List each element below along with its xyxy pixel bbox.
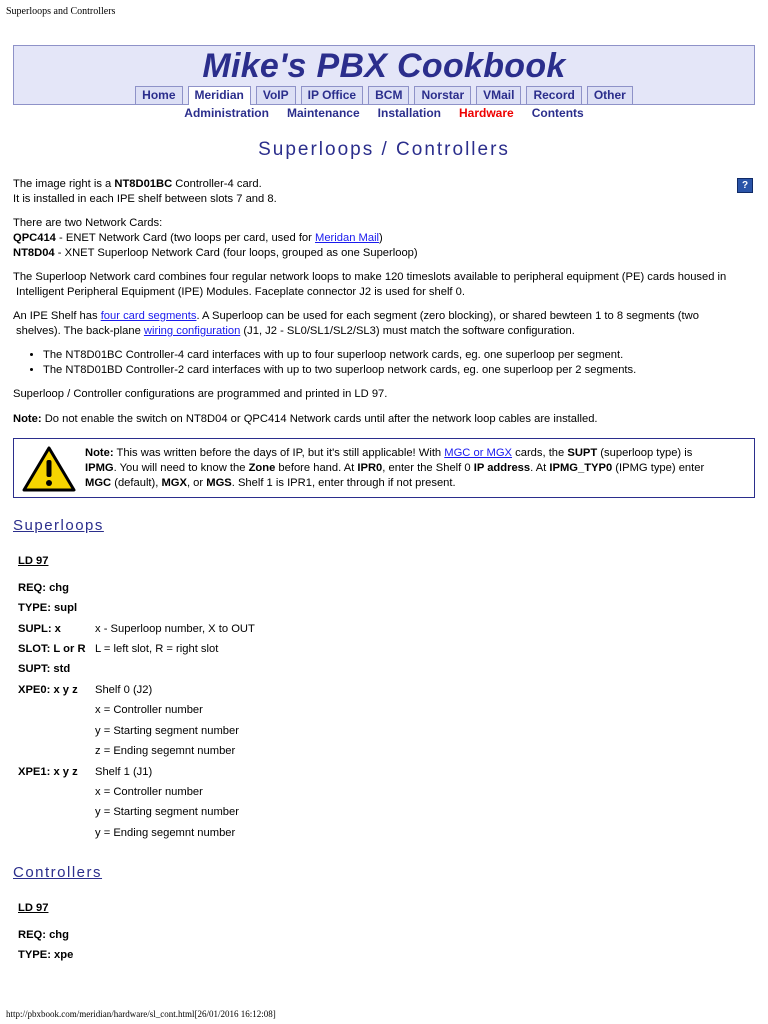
row-key: SLOT: L or R (18, 643, 86, 655)
row-value: Shelf 1 (J1) (95, 766, 153, 778)
subnav-installation[interactable]: Installation (377, 106, 441, 120)
tab-bcm[interactable]: BCM (368, 86, 409, 104)
ip-note-zone: Zone (248, 462, 276, 474)
mgc-mgx-link[interactable]: MGC or MGX (444, 447, 513, 459)
ip-note-t6: , enter the Shelf 0 (382, 462, 474, 474)
table-row (18, 662, 718, 677)
table-row (18, 826, 718, 841)
ip-note-label: Note: (85, 447, 114, 459)
card-nt8d04-desc: - XNET Superloop Network Card (four loops, grouped as one Superloop) (54, 247, 418, 259)
row-value: y = Starting segment number (95, 725, 239, 737)
table-row (18, 744, 718, 759)
row-key: TYPE: supl (18, 602, 78, 614)
ipe-text-2: shelves). The back-plane (16, 325, 144, 337)
meridian-mail-link[interactable]: Meridan Mail (315, 232, 380, 244)
bullet-item: • The NT8D01BD Controller-2 card interfaces with up to two superloop network cards, eg. one superloop per 2 segments. (43, 363, 755, 378)
network-cards-heading: There are two Network Cards: (13, 217, 163, 229)
ip-note-t8: (IPMG type) enter (612, 462, 705, 474)
table-row (18, 581, 718, 596)
ip-note-box (13, 438, 755, 498)
row-key: XPE0: x y z (18, 684, 78, 696)
site-header (13, 45, 755, 105)
network-cards-paragraph (13, 216, 755, 261)
table-row (18, 601, 718, 616)
controllers-ld-label: LD 97 (18, 902, 49, 914)
tab-vmail[interactable]: VMail (476, 86, 521, 104)
ipe-text-2-end: (J1, J2 - SL0/SL1/SL2/SL3) must match the software configuration. (240, 325, 575, 337)
table-row (18, 785, 718, 800)
ipe-text-mid: . A Superloop can be used for each segment (zero blocking), or shared bewteen 1 to 8 segments (two (196, 310, 699, 322)
note-label: Note: (13, 413, 42, 425)
help-icon[interactable]: ? (737, 178, 753, 193)
four-card-segments-link[interactable]: four card segments (100, 310, 197, 322)
ip-note-mgx: MGX (161, 477, 187, 489)
ip-note-ipmgtyp: IPMG_TYP0 (549, 462, 613, 474)
intro-text: The image right is a (13, 178, 115, 190)
intro-card-model: NT8D01BC (114, 178, 173, 190)
sub-navigation (13, 106, 755, 120)
controller-bullets (13, 348, 755, 378)
subnav-administration[interactable]: Administration (184, 106, 269, 120)
row-key: SUPL: x (18, 623, 61, 635)
intro-paragraph (13, 177, 755, 207)
ip-note-t5: before hand. At (275, 462, 358, 474)
main-tabs (14, 86, 754, 105)
ip-note-supt: SUPT (567, 447, 598, 459)
note-text: Do not enable the switch on NT8D04 or QPC414 Network cards until after the network loop cables are installed. (41, 413, 598, 425)
ipe-text: An IPE Shelf has (13, 310, 101, 322)
wiring-configuration-link[interactable]: wiring configuration (143, 325, 241, 337)
table-row (18, 805, 718, 820)
ip-note-mgs: MGS (206, 477, 232, 489)
tab-record[interactable]: Record (526, 86, 581, 104)
superloop-paragraph (13, 270, 755, 300)
site-title[interactable]: Mike's PBX Cookbook (202, 47, 566, 85)
programmed-text: Superloop / Controller configurations are programmed and printed in LD 97. (13, 388, 388, 400)
table-row (18, 642, 718, 657)
row-key: SUPT: std (18, 663, 71, 675)
card-qpc414-end: ) (379, 232, 383, 244)
note-paragraph (13, 412, 755, 427)
subnav-hardware[interactable]: Hardware (459, 106, 514, 120)
ip-note-ipmg: IPMG (85, 462, 114, 474)
tab-meridian[interactable]: Meridian (188, 86, 251, 105)
superloops-heading[interactable]: Superloops (13, 517, 104, 534)
table-row (18, 948, 718, 963)
programmed-paragraph (13, 387, 755, 402)
table-row (18, 928, 718, 943)
row-key: REQ: chg (18, 929, 69, 941)
table-row (18, 683, 718, 698)
ip-note-ipaddr: IP address (473, 462, 531, 474)
controllers-heading[interactable]: Controllers (13, 864, 103, 881)
ip-note-t3: (superloop type) is (597, 447, 693, 459)
ip-note-t4: . You will need to know the (113, 462, 249, 474)
superloop-line-2: Intelligent Peripheral Equipment (IPE) Modules. Faceplate connector J2 is used for shelf 0. (16, 286, 465, 298)
ip-note-t11: . Shelf 1 is IPR1, enter through if not present. (231, 477, 456, 489)
subnav-contents[interactable]: Contents (531, 106, 584, 120)
row-key: XPE1: x y z (18, 766, 78, 778)
row-value: L = left slot, R = right slot (95, 643, 219, 655)
table-row (18, 622, 718, 637)
table-row (18, 703, 718, 718)
tab-other[interactable]: Other (587, 86, 633, 104)
table-row (18, 765, 718, 780)
tab-voip[interactable]: VoIP (256, 86, 296, 104)
row-value: Shelf 0 (J2) (95, 684, 153, 696)
card-nt8d04: NT8D04 (13, 247, 55, 259)
page-title: Superloops / Controllers (258, 139, 510, 160)
warning-icon (22, 446, 76, 492)
print-header-title: Superloops and Controllers (6, 6, 116, 17)
tab-ip-office[interactable]: IP Office (301, 86, 363, 104)
row-value: x = Controller number (95, 786, 203, 798)
tab-home[interactable]: Home (135, 86, 182, 104)
ip-note-t10: , or (186, 477, 207, 489)
row-key: TYPE: xpe (18, 949, 74, 961)
tab-norstar[interactable]: Norstar (414, 86, 471, 104)
row-value: y = Starting segment number (95, 806, 239, 818)
row-value: z = Ending segemnt number (95, 745, 236, 757)
ip-note-t1: This was written before the days of IP, but it's still applicable! With (113, 447, 445, 459)
card-qpc414-desc: - ENET Network Card (two loops per card, used for (55, 232, 315, 244)
ip-note-t9: (default), (111, 477, 162, 489)
ipe-shelf-paragraph (13, 309, 755, 339)
ip-note-text (85, 446, 745, 491)
subnav-maintenance[interactable]: Maintenance (286, 106, 360, 120)
ip-note-t7: . At (530, 462, 550, 474)
intro-line-2: It is installed in each IPE shelf between slots 7 and 8. (13, 193, 277, 205)
card-qpc414: QPC414 (13, 232, 56, 244)
row-value: x = Controller number (95, 704, 203, 716)
bullet-item: • The NT8D01BC Controller-4 card interfaces with up to four superloop network cards, eg. one superloop per segment. (43, 348, 755, 363)
superloop-line-1: The Superloop Network card combines four regular network loops to make 120 timeslots available to peripheral equipment (PE) cards housed in (13, 271, 727, 283)
table-row (18, 724, 718, 739)
row-key: REQ: chg (18, 582, 69, 594)
row-value: y = Ending segemnt number (95, 827, 236, 839)
superloops-ld-label: LD 97 (18, 555, 49, 567)
ip-note-mgc: MGC (85, 477, 112, 489)
print-footer-url: http://pbxbook.com/meridian/hardware/sl_cont.html[26/01/2016 16:12:08] (6, 1009, 276, 1019)
ip-note-t2: cards, the (512, 447, 568, 459)
intro-text-end: Controller-4 card. (172, 178, 262, 190)
row-value: x - Superloop number, X to OUT (95, 623, 255, 635)
ip-note-ipr0: IPR0 (357, 462, 383, 474)
